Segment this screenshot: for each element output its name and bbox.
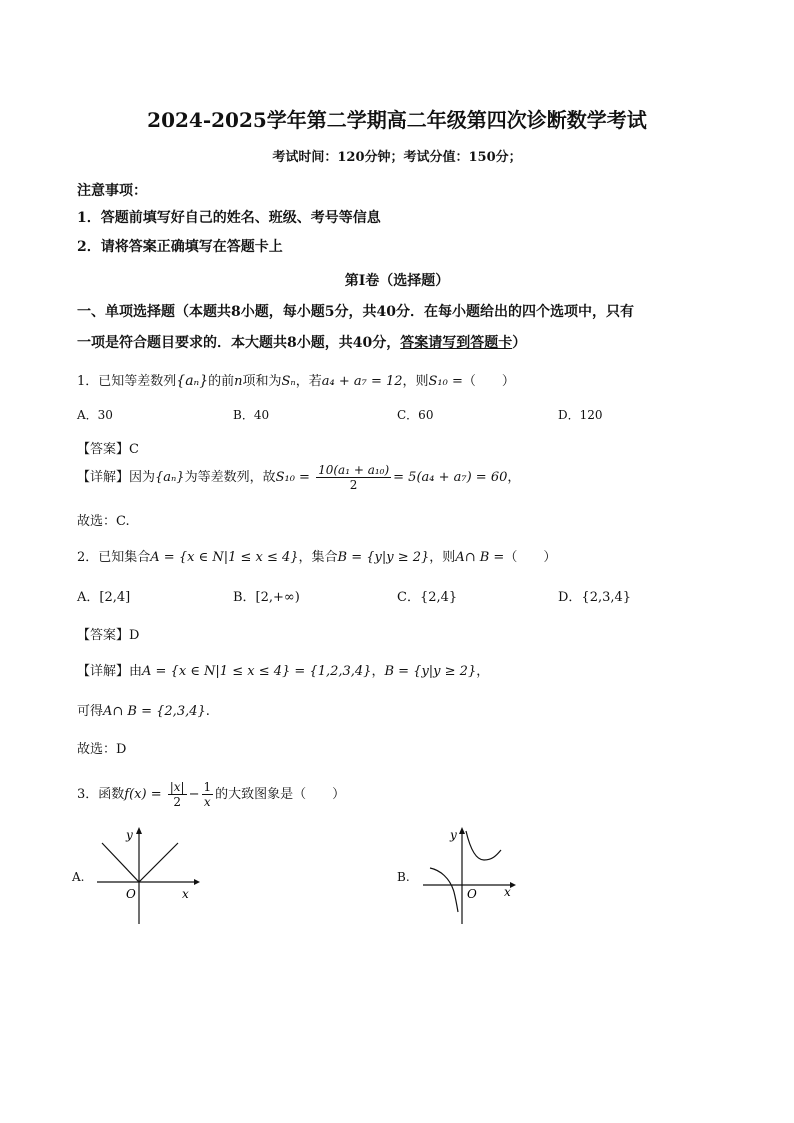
q1-mid4: ，则 — [402, 374, 429, 389]
q3-fx: f(x) = — [124, 787, 162, 802]
graph-b-y-label: y — [450, 828, 457, 842]
q1-conclusion: 故选：C. — [77, 514, 130, 529]
graph-a-x-label: x — [182, 887, 189, 901]
graph-a-curve — [102, 843, 178, 882]
q3-num-1: |x| — [169, 780, 185, 794]
q1-detail-mid: 为等差数列，故 — [184, 470, 276, 485]
q2-detail — [77, 660, 489, 679]
exam-subtitle: 考试时间：120分钟；考试分值：150分； — [272, 150, 522, 165]
q1-mid1: 的前 — [208, 374, 235, 389]
q3-den-2: x — [203, 795, 211, 809]
q1-cond: a₄ + a₇ = 12 — [321, 374, 403, 389]
q1-n: n — [234, 374, 243, 389]
graph-a — [92, 826, 202, 928]
section-line-2-end: ） — [512, 335, 527, 351]
graph-b-label: B. — [397, 870, 410, 884]
q1-pre: 1．已知等差数列 — [77, 374, 177, 389]
q1-mid3: ，若 — [295, 374, 322, 389]
graph-b-y-arrow — [459, 827, 465, 834]
graph-a-x-arrow — [194, 879, 200, 885]
q3-fraction-1 — [168, 780, 187, 809]
q1-detail-denominator: 2 — [349, 478, 358, 492]
q1-detail-s10: S₁₀ = — [275, 470, 310, 485]
q2-derive-end: . — [205, 704, 210, 719]
notice-item-1: 1．答题前填写好自己的姓名、班级、考号等信息 — [77, 210, 381, 226]
q1-detail-label: 【详解】因为 — [77, 470, 156, 485]
graph-a-y-label: y — [126, 828, 133, 842]
q2-detail-sep: ， — [371, 664, 385, 679]
graph-a-y-arrow — [136, 827, 142, 834]
q2-option-a: A．[2,4] — [77, 590, 131, 605]
graph-a-label: A. — [72, 870, 85, 884]
section-line-2-text: 一项是符合题目要求的．本大题共8小题，共40分， — [77, 335, 401, 351]
q1-stem — [77, 370, 515, 389]
q2-derive-expr: A∩ B = {2,3,4} — [103, 704, 206, 719]
graph-b-curve-right — [466, 831, 501, 860]
graph-b-curve-left — [430, 868, 458, 912]
q1-paren: （ ） — [462, 374, 515, 389]
q2-derive — [77, 700, 210, 719]
q2-setA: A = {x ∈ N|1 ≤ x ≤ 4} — [150, 550, 299, 565]
q1-detail — [77, 463, 520, 492]
section-line-1: 一、单项选择题（本题共8小题，每小题5分，共40分．在每小题给出的四个选项中，只有 — [77, 304, 634, 320]
q2-paren: （ ） — [504, 550, 557, 565]
q2-option-c: C．{2,4} — [397, 590, 458, 605]
answer-sheet-note: 答案请写到答题卡 — [400, 335, 513, 351]
notice-heading: 注意事项： — [77, 183, 147, 199]
q2-stem — [77, 546, 556, 565]
q1-detail-numerator: 10(a₁ + a₁₀) — [318, 463, 390, 477]
graph-b — [418, 826, 522, 928]
q1-answer: 【答案】C — [77, 442, 139, 457]
q2-answer: 【答案】D — [77, 628, 140, 643]
q2-expr: A∩ B = — [455, 550, 505, 565]
graph-a-origin: O — [126, 887, 136, 901]
q1-option-c: C．60 — [397, 408, 434, 422]
section-line-2 — [77, 332, 526, 352]
graph-b-x-arrow — [510, 882, 516, 888]
q1-detail-seq: {aₙ} — [155, 470, 185, 485]
q1-seq: {aₙ} — [176, 373, 209, 389]
q1-mid2: 项和为 — [242, 374, 282, 389]
q1-option-a: A．30 — [77, 408, 113, 422]
volume-heading: 第I卷（选择题） — [344, 273, 450, 289]
exam-title: 2024-2025学年第二学期高二年级第四次诊断数学考试 — [147, 108, 647, 132]
q2-option-b: B．[2,+∞) — [233, 590, 300, 605]
q2-mid2: ，则 — [429, 550, 456, 565]
q2-derive-pre: 可得 — [77, 704, 104, 719]
q1-option-b: B．40 — [233, 408, 270, 422]
q2-detail-end: ， — [476, 664, 490, 679]
q3-stem — [77, 780, 345, 809]
graph-b-x-label: x — [504, 885, 511, 899]
q2-detail-setB: B = {y|y ≥ 2} — [384, 664, 477, 679]
q2-detail-label: 【详解】由 — [77, 664, 143, 679]
q1-detail-rest: = 5(a₄ + a₇) = 60 — [393, 470, 508, 485]
q3-fraction-2 — [202, 780, 214, 809]
q3-den-1: 2 — [173, 795, 181, 809]
q2-pre: 2．已知集合 — [77, 550, 151, 565]
q1-s10: S₁₀ = — [428, 374, 463, 389]
q1-option-d: D．120 — [558, 408, 603, 422]
q1-detail-fraction — [316, 463, 391, 492]
q2-conclusion: 故选：D — [77, 742, 127, 757]
q2-setB: B = {y|y ≥ 2} — [337, 550, 430, 565]
q3-pre: 3．函数 — [77, 787, 125, 802]
q2-option-d: D．{2,3,4} — [558, 590, 632, 605]
q3-num-2: 1 — [203, 780, 212, 794]
q1-detail-end: ， — [507, 470, 521, 485]
q3-post: 的大致图象是（ ） — [215, 787, 346, 802]
q2-detail-setA: A = {x ∈ N|1 ≤ x ≤ 4} = {1,2,3,4} — [142, 664, 372, 679]
q1-sn: Sₙ — [281, 374, 296, 389]
q3-minus: − — [188, 787, 200, 802]
q2-mid: ，集合 — [298, 550, 338, 565]
notice-item-2: 2．请将答案正确填写在答题卡上 — [77, 239, 283, 255]
graph-b-origin: O — [467, 887, 477, 901]
